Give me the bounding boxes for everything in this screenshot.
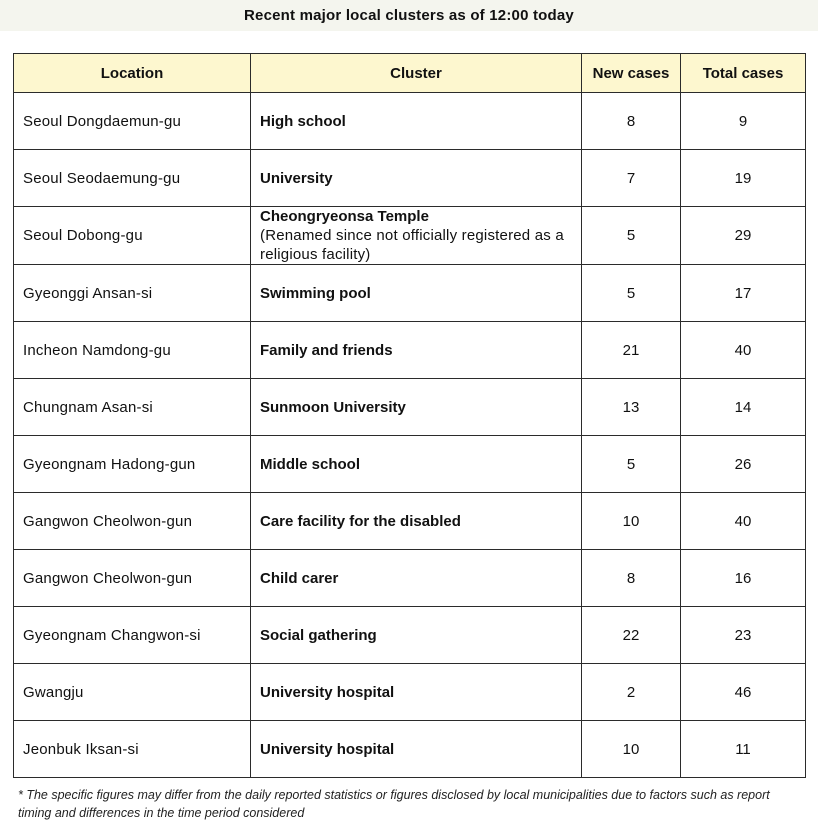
new-cases-cell: 5 [582, 207, 681, 265]
cluster-cell [251, 436, 582, 493]
location-cell: Gangwon Cheolwon-gun [14, 550, 251, 607]
cluster-cell [251, 150, 582, 207]
cluster-cell [251, 607, 582, 664]
cluster-name: High school [260, 112, 346, 130]
location-cell: Gyeongnam Changwon-si [14, 607, 251, 664]
new-cases-cell: 10 [582, 721, 681, 778]
cluster-name: Swimming pool [260, 284, 371, 302]
table-row [14, 322, 806, 379]
cluster-name: University hospital [260, 740, 395, 758]
header-location: Location [14, 54, 251, 93]
location-cell: Incheon Namdong-gu [14, 322, 251, 379]
clusters-table [13, 53, 806, 778]
table-header-row [14, 54, 806, 93]
total-cases-cell: 16 [681, 550, 806, 607]
table-row [14, 207, 806, 265]
total-cases-cell: 14 [681, 379, 806, 436]
total-cases-cell: 29 [681, 207, 806, 265]
cluster-name: University hospital [260, 683, 395, 701]
total-cases-cell: 17 [681, 265, 806, 322]
total-cases-cell: 46 [681, 664, 806, 721]
location-cell: Gyeongnam Hadong-gun [14, 436, 251, 493]
table-row [14, 379, 806, 436]
new-cases-cell: 10 [582, 493, 681, 550]
cluster-name: Cheongryeonsa Temple [260, 208, 429, 225]
table-body [14, 93, 806, 778]
title-bar [0, 0, 818, 31]
table-row [14, 150, 806, 207]
location-cell: Chungnam Asan-si [14, 379, 251, 436]
cluster-cell [251, 207, 582, 265]
cluster-cell [251, 265, 582, 322]
new-cases-cell: 8 [582, 93, 681, 150]
new-cases-cell: 21 [582, 322, 681, 379]
page-title: Recent major local clusters as of 12:00 today [244, 7, 574, 24]
cluster-cell [251, 721, 582, 778]
cluster-cell [251, 664, 582, 721]
table-row [14, 493, 806, 550]
cluster-name: Sunmoon University [260, 398, 406, 416]
location-cell: Seoul Dongdaemun-gu [14, 93, 251, 150]
table-row [14, 664, 806, 721]
header-new-cases: New cases [582, 54, 681, 93]
table-row [14, 265, 806, 322]
table-row [14, 607, 806, 664]
table-row [14, 93, 806, 150]
new-cases-cell: 7 [582, 150, 681, 207]
cluster-note: (Renamed since not officially registered as a religious facility) [260, 227, 564, 263]
header-cluster: Cluster [251, 54, 582, 93]
header-total-cases: Total cases [681, 54, 806, 93]
location-cell: Seoul Dobong-gu [14, 207, 251, 265]
cluster-cell [251, 379, 582, 436]
cluster-name: Family and friends [260, 341, 393, 359]
new-cases-cell: 5 [582, 265, 681, 322]
cluster-cell [251, 322, 582, 379]
total-cases-cell: 9 [681, 93, 806, 150]
table-row [14, 550, 806, 607]
location-cell: Gwangju [14, 664, 251, 721]
cluster-cell [251, 550, 582, 607]
new-cases-cell: 8 [582, 550, 681, 607]
cluster-name: Care facility for the disabled [260, 512, 461, 530]
cluster-cell [251, 493, 582, 550]
new-cases-cell: 5 [582, 436, 681, 493]
location-cell: Gangwon Cheolwon-gun [14, 493, 251, 550]
location-cell: Gyeonggi Ansan-si [14, 265, 251, 322]
table-row [14, 436, 806, 493]
location-cell: Jeonbuk Iksan-si [14, 721, 251, 778]
new-cases-cell: 2 [582, 664, 681, 721]
cluster-cell [251, 93, 582, 150]
total-cases-cell: 26 [681, 436, 806, 493]
total-cases-cell: 23 [681, 607, 806, 664]
new-cases-cell: 13 [582, 379, 681, 436]
total-cases-cell: 40 [681, 322, 806, 379]
total-cases-cell: 40 [681, 493, 806, 550]
footnote: * The specific figures may differ from the daily reported statistics or figures disclosed by local municipalities due to factors such as report timing and differences in the time period considered [18, 788, 770, 820]
cluster-name: Social gathering [260, 626, 377, 644]
total-cases-cell: 19 [681, 150, 806, 207]
cluster-name: Middle school [260, 455, 361, 473]
new-cases-cell: 22 [582, 607, 681, 664]
cluster-name: University [260, 169, 333, 187]
cluster-name: Child carer [260, 569, 339, 587]
table-row [14, 721, 806, 778]
location-cell: Seoul Seodaemung-gu [14, 150, 251, 207]
total-cases-cell: 11 [681, 721, 806, 778]
